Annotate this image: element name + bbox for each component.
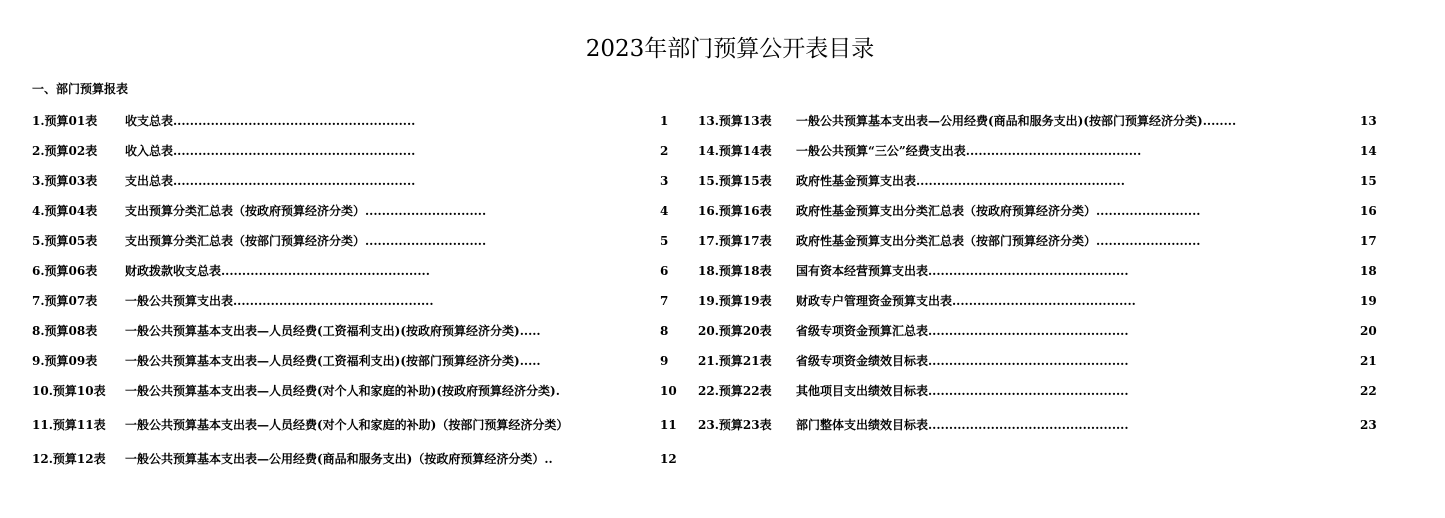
toc-entry-page: 18 — [1360, 264, 1377, 278]
toc-entry-name: 国有资本经营预算支出表................................................ — [796, 264, 1129, 278]
toc-entry-number: 17.预算17表 — [698, 234, 772, 248]
toc-entry-number: 15.预算15表 — [698, 174, 772, 188]
toc-entry-number: 12.预算12表 — [32, 452, 106, 466]
toc-entry-page: 8 — [660, 324, 669, 338]
toc-entry-name: 一般公共预算基本支出表—公用经费(商品和服务支出)(按部门预算经济分类)........ — [796, 114, 1237, 128]
toc-entry-number: 6.预算06表 — [32, 264, 98, 278]
toc-entry-number: 19.预算19表 — [698, 294, 772, 308]
toc-entry-number: 7.预算07表 — [32, 294, 98, 308]
toc-entry-page: 9 — [660, 354, 669, 368]
toc-entry-number: 8.预算08表 — [32, 324, 98, 338]
toc-entry-number: 9.预算09表 — [32, 354, 98, 368]
toc-entry-page: 5 — [660, 234, 669, 248]
toc-entry-page: 20 — [1360, 324, 1377, 338]
toc-entry-number: 21.预算21表 — [698, 354, 772, 368]
toc-entry-name: 省级专项资金预算汇总表................................................ — [796, 324, 1129, 338]
toc-entry-page: 10 — [660, 384, 677, 398]
toc-entry-name: 支出预算分类汇总表（按政府预算经济分类）............................. — [125, 204, 487, 218]
toc-entry-page: 4 — [660, 204, 669, 218]
toc-entry-number: 3.预算03表 — [32, 174, 98, 188]
toc-entry-page: 11 — [660, 418, 677, 432]
toc-entry-page: 21 — [1360, 354, 1377, 368]
toc-entry-name: 政府性基金预算支出表.................................................. — [796, 174, 1125, 188]
toc-entry-name: 收支总表.......................................................... — [125, 114, 416, 128]
toc-entry-name: 一般公共预算基本支出表—人员经费(对个人和家庭的补助)（按部门预算经济分类） — [125, 418, 569, 432]
toc-entry-name: 一般公共预算基本支出表—公用经费(商品和服务支出)（按政府预算经济分类）.. — [125, 452, 553, 466]
toc-entry-name: 一般公共预算基本支出表—人员经费(对个人和家庭的补助)(按政府预算经济分类). — [125, 384, 560, 398]
toc-entry-page: 6 — [660, 264, 669, 278]
toc-entry-number: 10.预算10表 — [32, 384, 106, 398]
toc-entry-name: 政府性基金预算支出分类汇总表（按部门预算经济分类）......................... — [796, 234, 1201, 248]
toc-entry-page: 3 — [660, 174, 669, 188]
toc-entry-page: 2 — [660, 144, 669, 158]
toc-entry-page: 7 — [660, 294, 669, 308]
toc-entry-number: 2.预算02表 — [32, 144, 98, 158]
toc-entry-name: 一般公共预算基本支出表—人员经费(工资福利支出)(按部门预算经济分类)..... — [125, 354, 541, 368]
toc-entry-page: 19 — [1360, 294, 1377, 308]
toc-entry-name: 省级专项资金绩效目标表................................................ — [796, 354, 1129, 368]
toc-entry-name: 财政专户管理资金预算支出表............................................ — [796, 294, 1136, 308]
toc-entry-number: 18.预算18表 — [698, 264, 772, 278]
toc-entry-name: 收入总表.......................................................... — [125, 144, 416, 158]
toc-entry-number: 14.预算14表 — [698, 144, 772, 158]
toc-entry-name: 财政拨款收支总表.................................................. — [125, 264, 430, 278]
toc-entry-page: 12 — [660, 452, 677, 466]
toc-entry-name: 部门整体支出绩效目标表................................................ — [796, 418, 1129, 432]
toc-entry-name: 支出预算分类汇总表（按部门预算经济分类）............................. — [125, 234, 487, 248]
page-title: 2023年部门预算公开表目录 — [585, 36, 875, 62]
toc-entry-page: 22 — [1360, 384, 1377, 398]
toc-entry-number: 1.预算01表 — [32, 114, 98, 128]
toc-entry-name: 支出总表.......................................................... — [125, 174, 416, 188]
toc-entry-number: 13.预算13表 — [698, 114, 772, 128]
toc-entry-page: 15 — [1360, 174, 1377, 188]
toc-entry-number: 16.预算16表 — [698, 204, 772, 218]
toc-entry-page: 17 — [1360, 234, 1377, 248]
toc-entry-number: 4.预算04表 — [32, 204, 98, 218]
toc-entry-page: 23 — [1360, 418, 1377, 432]
section-heading: 一、部门预算报表 — [32, 82, 129, 96]
toc-entry-number: 22.预算22表 — [698, 384, 772, 398]
toc-entry-number: 11.预算11表 — [32, 418, 106, 432]
toc-entry-page: 16 — [1360, 204, 1377, 218]
toc-entry-page: 14 — [1360, 144, 1377, 158]
toc-entry-name: 一般公共预算支出表................................................ — [125, 294, 434, 308]
toc-entry-name: 一般公共预算“三公”经费支出表.......................................... — [796, 144, 1142, 158]
toc-entry-page: 13 — [1360, 114, 1377, 128]
toc-entry-page: 1 — [660, 114, 669, 128]
toc-entry-number: 20.预算20表 — [698, 324, 772, 338]
toc-entry-number: 23.预算23表 — [698, 418, 772, 432]
toc-entry-number: 5.预算05表 — [32, 234, 98, 248]
toc-entry-name: 其他项目支出绩效目标表................................................ — [796, 384, 1129, 398]
toc-entry-name: 一般公共预算基本支出表—人员经费(工资福利支出)(按政府预算经济分类)..... — [125, 324, 541, 338]
toc-entry-name: 政府性基金预算支出分类汇总表（按政府预算经济分类）......................... — [796, 204, 1201, 218]
